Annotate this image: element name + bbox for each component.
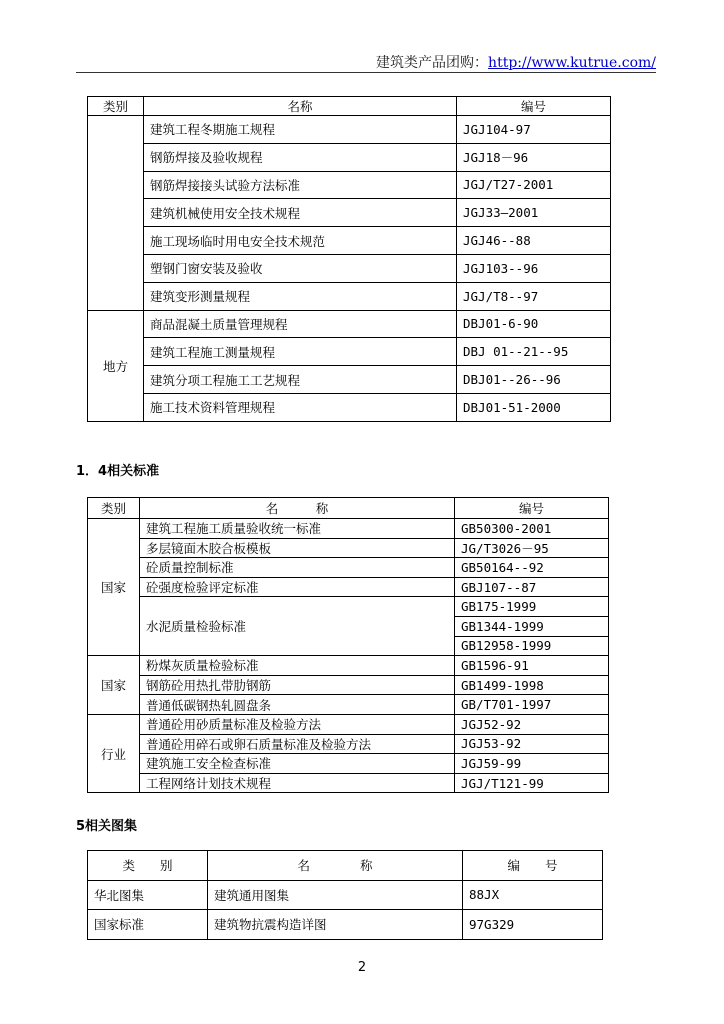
table-row xyxy=(88,675,609,695)
col-code: 编号 xyxy=(457,97,611,116)
name-cell: 施工现场临时用电安全技术规范 xyxy=(144,227,457,255)
table-header-row xyxy=(88,97,611,116)
table-row xyxy=(88,577,609,597)
code-cell: DBJ01-51-2000 xyxy=(457,393,611,421)
name-cell: 建筑通用图集 xyxy=(208,880,463,910)
code-cell: GB1596-91 xyxy=(455,656,609,676)
col-name: 名称 xyxy=(144,97,457,116)
name-cell: 普通低碳钢热轧圆盘条 xyxy=(140,695,455,715)
code-cell: 97G329 xyxy=(463,910,603,940)
code-cell: GB175-1999 xyxy=(455,597,609,617)
code-cell: GB1499-1998 xyxy=(455,675,609,695)
name-cell: 普通砼用碎石或卵石质量标准及检验方法 xyxy=(140,734,455,754)
col-code: 编号 xyxy=(455,498,609,519)
table-row xyxy=(88,254,611,282)
table-row xyxy=(88,538,609,558)
drawing-sets-table xyxy=(87,850,603,940)
header-label: 建筑类产品团购： xyxy=(376,55,489,71)
name-cell: 建筑工程施工测量规程 xyxy=(144,338,457,366)
header-rule xyxy=(76,72,656,73)
category-cell: 国家标准 xyxy=(88,910,208,940)
code-cell: JGJ/T8--97 xyxy=(457,282,611,310)
code-cell: JGJ59-99 xyxy=(455,754,609,774)
code-cell: JG/T3026－95 xyxy=(455,538,609,558)
code-cell: JGJ52-92 xyxy=(455,714,609,734)
name-cell: 工程网络计划技术规程 xyxy=(140,773,455,793)
table-row xyxy=(88,282,611,310)
col-category: 类别 xyxy=(88,498,140,519)
code-cell: JGJ/T121-99 xyxy=(455,773,609,793)
code-cell: DBJ01-6-90 xyxy=(457,310,611,338)
code-cell: GB50164--92 xyxy=(455,558,609,578)
name-cell: 建筑施工安全检查标准 xyxy=(140,754,455,774)
code-cell: JGJ104-97 xyxy=(457,116,611,144)
table-row xyxy=(88,597,609,617)
code-cell: JGJ/T27-2001 xyxy=(457,171,611,199)
code-cell: JGJ18－96 xyxy=(457,143,611,171)
table-row xyxy=(88,695,609,715)
header-link[interactable]: http://www.kutrue.com/ xyxy=(488,55,656,71)
table-row xyxy=(88,393,611,421)
table-row xyxy=(88,227,611,255)
name-cell: 建筑分项工程施工工艺规程 xyxy=(144,366,457,394)
name-cell: 砼质量控制标准 xyxy=(140,558,455,578)
name-cell: 施工技术资料管理规程 xyxy=(144,393,457,421)
col-name: 名 称 xyxy=(208,851,463,881)
name-cell: 建筑物抗震构造详图 xyxy=(208,910,463,940)
table-header-row xyxy=(88,851,603,881)
table-row xyxy=(88,366,611,394)
table-row xyxy=(88,338,611,366)
name-cell: 砼强度检验评定标准 xyxy=(140,577,455,597)
name-cell: 钢筋砼用热扎带肋钢筋 xyxy=(140,675,455,695)
table-row xyxy=(88,310,611,338)
name-cell: 钢筋焊接及验收规程 xyxy=(144,143,457,171)
name-cell: 建筑变形测量规程 xyxy=(144,282,457,310)
table-row xyxy=(88,910,603,940)
name-cell: 建筑工程冬期施工规程 xyxy=(144,116,457,144)
col-category: 类别 xyxy=(88,97,144,116)
name-cell: 钢筋焊接接头试验方法标准 xyxy=(144,171,457,199)
standards-table-1 xyxy=(87,96,611,422)
name-cell: 水泥质量检验标准 xyxy=(140,597,455,656)
name-cell: 商品混凝土质量管理规程 xyxy=(144,310,457,338)
name-cell: 粉煤灰质量检验标准 xyxy=(140,656,455,676)
table-row xyxy=(88,734,609,754)
code-cell: JGJ103--96 xyxy=(457,254,611,282)
page-number: 2 xyxy=(357,960,367,975)
code-cell: GB1344-1999 xyxy=(455,616,609,636)
code-cell: JGJ33—2001 xyxy=(457,199,611,227)
col-category: 类 别 xyxy=(88,851,208,881)
table-row xyxy=(88,143,611,171)
category-cell: 华北图集 xyxy=(88,880,208,910)
code-cell: GB12958-1999 xyxy=(455,636,609,656)
table-row xyxy=(88,199,611,227)
category-cell xyxy=(88,116,144,311)
category-cell: 国家 xyxy=(88,519,140,656)
code-cell: DBJ 01--21--95 xyxy=(457,338,611,366)
category-cell: 地方 xyxy=(88,310,144,421)
category-cell: 行业 xyxy=(88,714,140,792)
code-cell: JGJ46--88 xyxy=(457,227,611,255)
table-row xyxy=(88,171,611,199)
col-name: 名 称 xyxy=(140,498,455,519)
table-header-row xyxy=(88,498,609,519)
name-cell: 塑钢门窗安装及验收 xyxy=(144,254,457,282)
standards-table-2 xyxy=(87,497,609,793)
name-cell: 多层镜面木胶合板模板 xyxy=(140,538,455,558)
section-heading-1-4: 1．4相关标准 xyxy=(76,464,160,479)
code-cell: GB50300-2001 xyxy=(455,519,609,539)
table-row xyxy=(88,754,609,774)
table-row xyxy=(88,116,611,144)
table-row xyxy=(88,656,609,676)
code-cell: GB/T701-1997 xyxy=(455,695,609,715)
table-row xyxy=(88,880,603,910)
name-cell: 建筑工程施工质量验收统一标准 xyxy=(140,519,455,539)
code-cell: JGJ53-92 xyxy=(455,734,609,754)
section-heading-5: 5相关图集 xyxy=(76,819,138,834)
page-header xyxy=(376,52,656,72)
name-cell: 建筑机械使用安全技术规程 xyxy=(144,199,457,227)
table-row xyxy=(88,519,609,539)
table-row xyxy=(88,714,609,734)
code-cell: GBJ107--87 xyxy=(455,577,609,597)
category-cell: 国家 xyxy=(88,656,140,715)
code-cell: 88JX xyxy=(463,880,603,910)
name-cell: 普通砼用砂质量标准及检验方法 xyxy=(140,714,455,734)
col-code: 编 号 xyxy=(463,851,603,881)
table-row xyxy=(88,773,609,793)
code-cell: DBJ01--26--96 xyxy=(457,366,611,394)
table-row xyxy=(88,558,609,578)
